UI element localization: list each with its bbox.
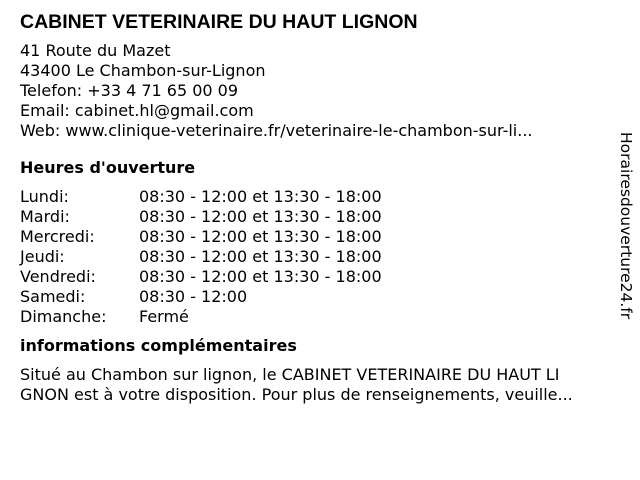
email-address[interactable]: Email: cabinet.hl@gmail.com xyxy=(20,101,254,120)
day-hours: Fermé xyxy=(139,307,189,326)
opening-hours-table xyxy=(20,187,616,327)
day-label: Lundi: xyxy=(20,187,69,206)
day-label: Mardi: xyxy=(20,207,70,226)
day-label: Dimanche: xyxy=(20,307,107,326)
business-title: CABINET VETERINAIRE DU HAUT LIGNON xyxy=(20,11,418,33)
site-watermark: Horairesdouverture24.fr xyxy=(617,132,635,320)
day-hours: 08:30 - 12:00 et 13:30 - 18:00 xyxy=(139,227,382,246)
info-line: GNON est à votre disposition. Pour plus de renseignements, veuille... xyxy=(20,385,573,404)
day-hours: 08:30 - 12:00 et 13:30 - 18:00 xyxy=(139,187,382,206)
address-block xyxy=(20,41,616,141)
day-label: Vendredi: xyxy=(20,267,96,286)
phone-number[interactable]: Telefon: +33 4 71 65 00 09 xyxy=(20,81,239,100)
business-card xyxy=(20,9,616,405)
hours-row-jeudi xyxy=(20,247,616,267)
city-address: 43400 Le Chambon-sur-Lignon xyxy=(20,61,266,80)
hours-row-lundi xyxy=(20,187,616,207)
day-label: Mercredi: xyxy=(20,227,95,246)
day-hours: 08:30 - 12:00 et 13:30 - 18:00 xyxy=(139,267,382,286)
additional-info-heading: informations complémentaires xyxy=(20,336,297,355)
hours-row-mardi xyxy=(20,207,616,227)
day-hours: 08:30 - 12:00 xyxy=(139,287,248,306)
hours-row-samedi xyxy=(20,287,616,307)
day-label: Jeudi: xyxy=(20,247,65,266)
website-link[interactable]: Web: www.clinique-veterinaire.fr/veterinaire-le-chambon-sur-li... xyxy=(20,121,533,140)
day-label: Samedi: xyxy=(20,287,86,306)
day-hours: 08:30 - 12:00 et 13:30 - 18:00 xyxy=(139,207,382,226)
additional-info-text xyxy=(20,365,616,405)
hours-row-vendredi xyxy=(20,267,616,287)
hours-row-dimanche xyxy=(20,307,616,327)
hours-row-mercredi xyxy=(20,227,616,247)
opening-hours-heading: Heures d'ouverture xyxy=(20,158,196,177)
day-hours: 08:30 - 12:00 et 13:30 - 18:00 xyxy=(139,247,382,266)
street-address: 41 Route du Mazet xyxy=(20,41,171,60)
info-line: Situé au Chambon sur lignon, le CABINET VETERINAIRE DU HAUT LI xyxy=(20,365,560,384)
